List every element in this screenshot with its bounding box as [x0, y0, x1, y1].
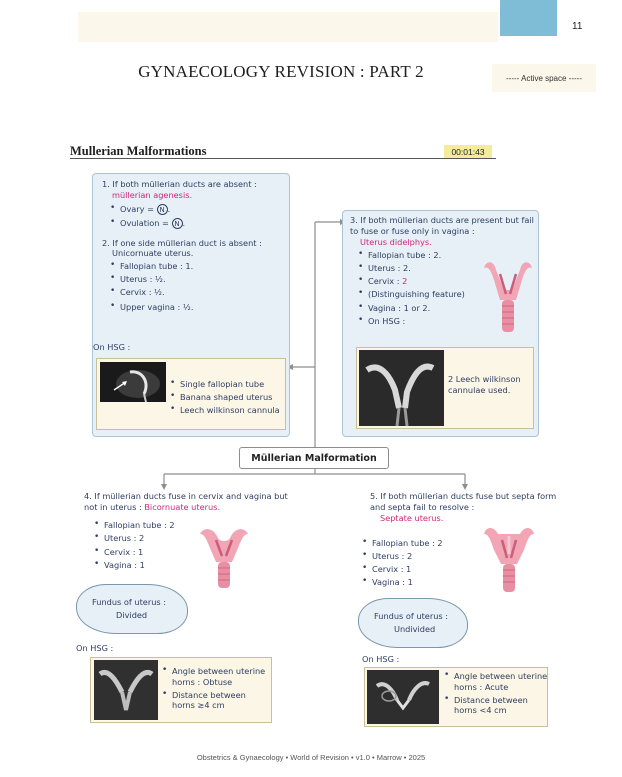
- list-item: • Distance between horns ≥4 cm: [162, 690, 270, 711]
- list-item: • Upper vagina : ½.: [110, 302, 287, 313]
- mullerian-malformation-label: Müllerian Malformation: [239, 447, 389, 469]
- fundus-value: Undivided: [394, 623, 436, 634]
- list-item: • Vagina : 1: [362, 577, 472, 588]
- section-title: Mullerian Malformations: [70, 144, 207, 158]
- active-space-note: ----- Active space -----: [492, 64, 596, 92]
- list-item: • Angle between uterine horns : Obtuse: [162, 666, 270, 687]
- list-item: • Fallopian tube : 1.: [110, 261, 287, 272]
- bicornuate-heading: 4. If müllerian ducts fuse in cervix and vagina but not in uterus : Bicornuate uterus.: [84, 491, 288, 512]
- list-item: • Vagina : 1: [94, 560, 204, 571]
- page-footer: Obstetrics & Gynaecology • World of Revision • v1.0 • Marrow • 2025: [196, 753, 426, 762]
- list-item: • Leech wilkinson cannula: [170, 405, 290, 416]
- uterus-didelphys-illustration: [478, 256, 538, 336]
- list-item: • Single fallopian tube: [170, 379, 290, 390]
- agenesis-heading: 1. If both müllerian ducts are absent :: [102, 179, 257, 189]
- list-item: • Uterus : 2.: [358, 263, 470, 274]
- list-item: • Cervix : 2: [358, 276, 470, 287]
- fundus-label: Fundus of uterus :: [92, 597, 167, 607]
- list-item: • Ovary = N .: [110, 204, 287, 215]
- hsg-image-didelphys: [359, 350, 444, 426]
- unicornuate-term: Unicornuate uterus.: [112, 248, 194, 259]
- list-item: • Banana shaped uterus: [170, 392, 290, 403]
- fundus-label: Fundus of uterus :: [374, 611, 449, 621]
- hsg-label: On HSG :: [93, 342, 131, 352]
- cervix-note: • (Distinguishing feature): [358, 289, 470, 300]
- list-item: • Uterus : 2: [362, 551, 472, 562]
- fundus-value: Divided: [116, 609, 148, 620]
- didelphys-term: Uterus didelphys.: [360, 237, 432, 248]
- list-item: • Fallopian tube : 2: [362, 538, 472, 549]
- list-item: • On HSG :: [358, 316, 470, 327]
- list-item: • Uterus : ½.: [110, 274, 287, 285]
- list-item: • Fallopian tube : 2.: [358, 250, 470, 261]
- unicornuate-heading: 2. If one side müllerian duct is absent :: [102, 237, 262, 248]
- uterus-bicornuate-illustration: [196, 524, 252, 590]
- septate-heading: 5. If both müllerian ducts fuse but septa form and septa fail to resolve :: [370, 491, 557, 512]
- list-item: • Ovulation = N .: [110, 218, 287, 229]
- septate-term: Septate uterus.: [380, 513, 444, 524]
- list-item: • Distance between horns <4 cm: [444, 695, 548, 716]
- hsg-label: On HSG :: [76, 643, 114, 653]
- normal-circle-icon: N: [157, 204, 168, 215]
- page-number: 11: [572, 21, 583, 32]
- hsg-image-septate: [367, 670, 439, 724]
- list-item: • Cervix : 1: [94, 547, 204, 558]
- agenesis-term: müllerian agenesis.: [112, 189, 193, 200]
- list-item: • Cervix : ½.: [110, 287, 287, 298]
- uterus-septate-illustration: [480, 524, 538, 594]
- didelphys-heading: 3. If both müllerian ducts are present but fail to fuse or fuse only in vagina :: [350, 215, 534, 236]
- page-title: GYNAECOLOGY REVISION : PART 2: [138, 62, 424, 81]
- list-item: • Angle between uterine horns : Acute: [444, 671, 548, 692]
- hsg-image-unicornuate: [100, 362, 166, 402]
- hsg-label: On HSG :: [362, 654, 400, 664]
- didelphys-hsg-finding: 2 Leech wilkinson cannulae used.: [448, 374, 521, 395]
- video-timestamp[interactable]: 00:01:43: [444, 145, 492, 158]
- list-item: • Vagina : 1 or 2.: [358, 303, 470, 314]
- list-item: • Fallopian tube : 2: [94, 520, 204, 531]
- normal-circle-icon: N: [172, 218, 183, 229]
- list-item: • Cervix : 1: [362, 564, 472, 575]
- hsg-image-bicornuate: [94, 660, 158, 720]
- list-item: • Uterus : 2: [94, 533, 204, 544]
